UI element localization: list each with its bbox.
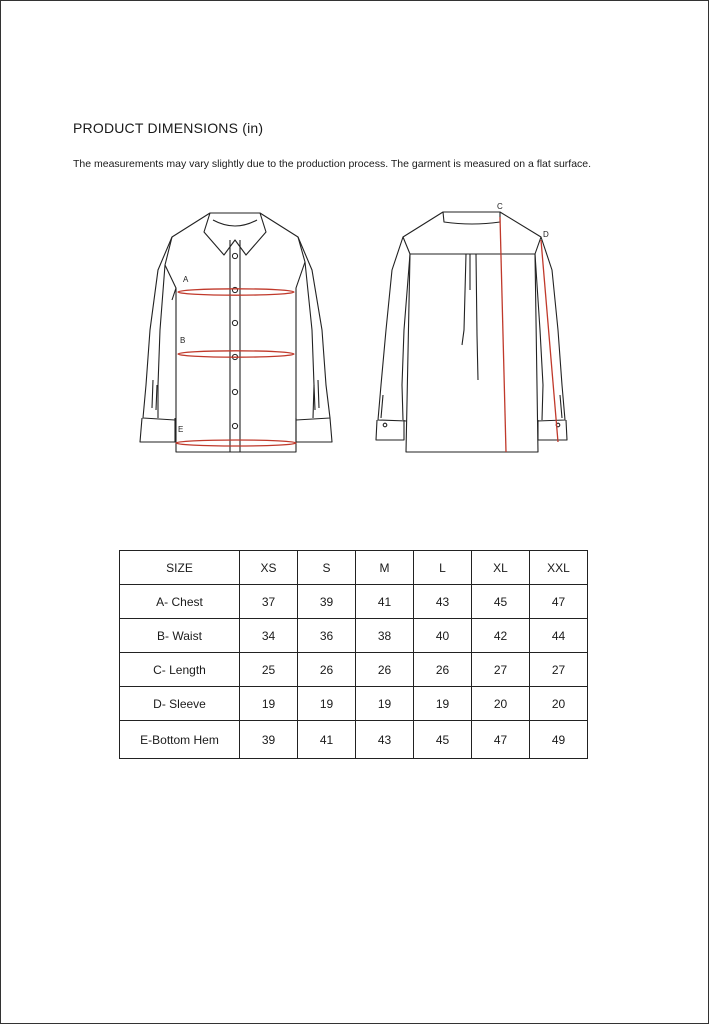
label-b: B <box>180 336 186 345</box>
shirt-illustration <box>0 195 709 470</box>
row-label: B- Waist <box>120 619 240 653</box>
front-measure-lines <box>176 289 296 446</box>
table-cell: 41 <box>356 585 414 619</box>
measurement-note: The measurements may vary slightly due to the production process. The garment is measured on a flat surface. <box>73 158 592 170</box>
row-label: D- Sleeve <box>120 687 240 721</box>
label-c: C <box>497 202 503 211</box>
table-cell: 44 <box>530 619 588 653</box>
shirt-front-icon <box>140 213 332 452</box>
table-cell: 36 <box>298 619 356 653</box>
page-title: PRODUCT DIMENSIONS (in) <box>73 120 264 136</box>
table-cell: 19 <box>298 687 356 721</box>
front-buttons <box>232 253 237 428</box>
table-cell: 41 <box>298 721 356 759</box>
table-cell: 43 <box>356 721 414 759</box>
table-cell: 45 <box>414 721 472 759</box>
table-cell: 37 <box>240 585 298 619</box>
table-row <box>120 721 588 759</box>
table-cell: 19 <box>240 687 298 721</box>
table-row <box>120 585 588 619</box>
row-label: A- Chest <box>120 585 240 619</box>
table-cell: 20 <box>472 687 530 721</box>
label-e: E <box>178 425 184 434</box>
table-cell: 40 <box>414 619 472 653</box>
table-cell: 47 <box>530 585 588 619</box>
table-cell: 26 <box>298 653 356 687</box>
header-cell: XXL <box>530 551 588 585</box>
header-cell: S <box>298 551 356 585</box>
table-cell: 26 <box>356 653 414 687</box>
table-cell: 27 <box>530 653 588 687</box>
row-label: C- Length <box>120 653 240 687</box>
header-cell: M <box>356 551 414 585</box>
table-cell: 25 <box>240 653 298 687</box>
table-cell: 39 <box>298 585 356 619</box>
table-cell: 27 <box>472 653 530 687</box>
table-row <box>120 619 588 653</box>
label-a: A <box>183 275 189 284</box>
shirt-back-icon <box>376 212 567 452</box>
table-cell: 43 <box>414 585 472 619</box>
table-cell: 19 <box>414 687 472 721</box>
table-cell: 20 <box>530 687 588 721</box>
header-cell: XL <box>472 551 530 585</box>
size-chart-table <box>119 550 588 759</box>
table-cell: 45 <box>472 585 530 619</box>
label-d: D <box>543 230 549 239</box>
row-label: E-Bottom Hem <box>120 721 240 759</box>
table-row <box>120 687 588 721</box>
header-cell: L <box>414 551 472 585</box>
table-row <box>120 653 588 687</box>
table-cell: 34 <box>240 619 298 653</box>
header-cell: SIZE <box>120 551 240 585</box>
table-header-row <box>120 551 588 585</box>
table-cell: 42 <box>472 619 530 653</box>
table-cell: 49 <box>530 721 588 759</box>
table-cell: 26 <box>414 653 472 687</box>
table-cell: 47 <box>472 721 530 759</box>
table-cell: 38 <box>356 619 414 653</box>
back-measure-lines <box>500 217 558 452</box>
table-cell: 39 <box>240 721 298 759</box>
header-cell: XS <box>240 551 298 585</box>
table-cell: 19 <box>356 687 414 721</box>
